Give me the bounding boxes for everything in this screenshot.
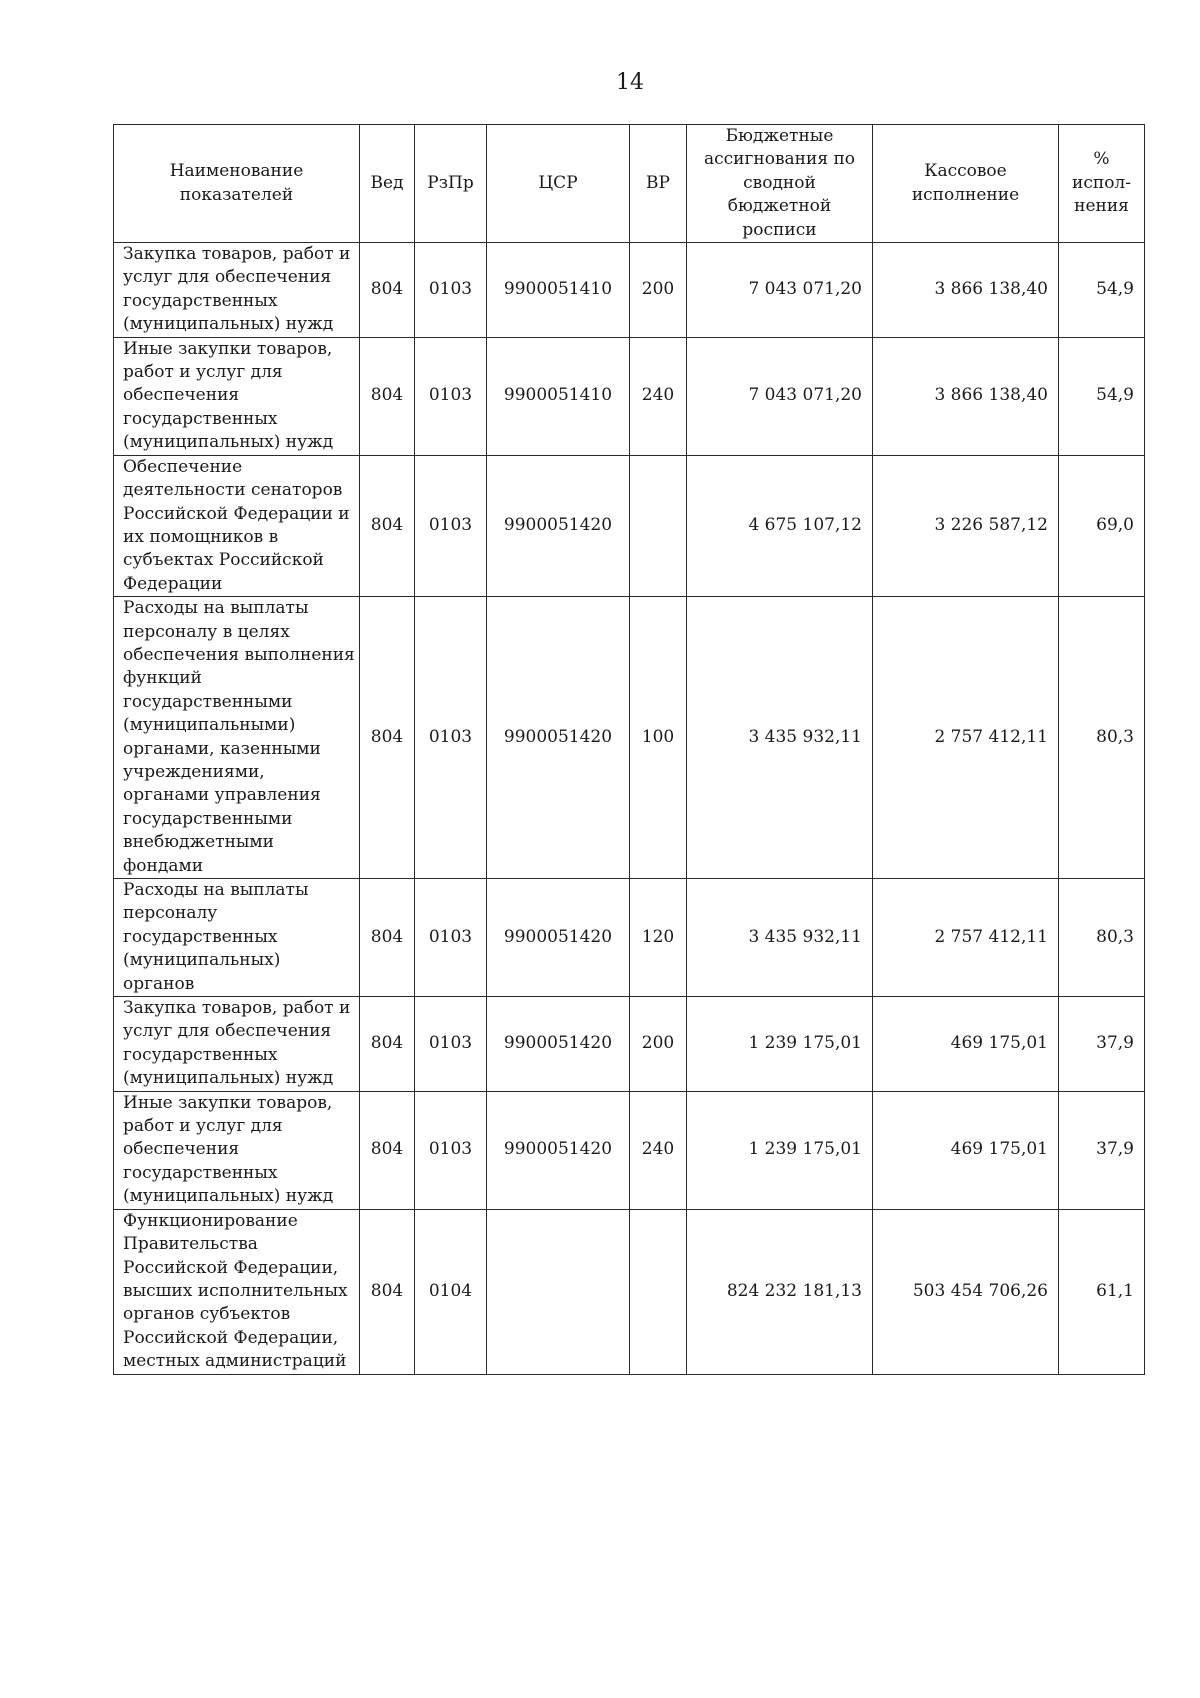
row-ved: 804 [360, 337, 415, 455]
row-csr: 9900051420 [487, 455, 630, 596]
row-name: Расходы на выплаты персоналу в целях обеспечения выполнения функций государственными (муниципальными) органами, казенными учреждениями, органами управления государственными внебюджетными фондами [114, 597, 360, 879]
row-executed: 3 866 138,40 [873, 337, 1059, 455]
row-name: Иные закупки товаров, работ и услуг для обеспечения государственных (муниципальных) нужд [114, 1091, 360, 1209]
row-rzpr: 0103 [415, 1091, 487, 1209]
row-rzpr: 0103 [415, 997, 487, 1092]
table-row [114, 337, 1145, 455]
row-percent: 80,3 [1059, 597, 1145, 879]
row-vr: 240 [630, 337, 687, 455]
row-rzpr: 0103 [415, 455, 487, 596]
row-percent: 54,9 [1059, 337, 1145, 455]
row-csr: 9900051420 [487, 879, 630, 997]
row-percent: 54,9 [1059, 243, 1145, 338]
row-name: Функционирование Правительства Российской Федерации, высших исполнительных органов субъектов Российской Федерации, местных администраций [114, 1209, 360, 1374]
row-executed: 2 757 412,11 [873, 879, 1059, 997]
row-percent: 69,0 [1059, 455, 1145, 596]
row-csr: 9900051420 [487, 1091, 630, 1209]
table-row [114, 243, 1145, 338]
row-executed: 3 866 138,40 [873, 243, 1059, 338]
row-percent: 61,1 [1059, 1209, 1145, 1374]
row-ved: 804 [360, 997, 415, 1092]
budget-table [113, 124, 1145, 1375]
row-ved: 804 [360, 597, 415, 879]
row-executed: 2 757 412,11 [873, 597, 1059, 879]
row-rzpr: 0103 [415, 597, 487, 879]
row-vr: 200 [630, 997, 687, 1092]
row-rzpr: 0103 [415, 337, 487, 455]
row-ved: 804 [360, 243, 415, 338]
row-percent: 37,9 [1059, 997, 1145, 1092]
row-csr: 9900051410 [487, 243, 630, 338]
row-ved: 804 [360, 1209, 415, 1374]
row-executed: 469 175,01 [873, 997, 1059, 1092]
row-assigned: 7 043 071,20 [687, 243, 873, 338]
row-assigned: 4 675 107,12 [687, 455, 873, 596]
row-name: Обеспечение деятельности сенаторов Российской Федерации и их помощников в субъектах Российской Федерации [114, 455, 360, 596]
row-vr [630, 455, 687, 596]
page-number: 14 [616, 70, 644, 95]
row-executed: 3 226 587,12 [873, 455, 1059, 596]
row-vr [630, 1209, 687, 1374]
row-executed: 503 454 706,26 [873, 1209, 1059, 1374]
header-name: Наименование показателей [114, 125, 360, 243]
row-executed: 469 175,01 [873, 1091, 1059, 1209]
header-percent: % испол-нения [1059, 125, 1145, 243]
row-csr: 9900051420 [487, 597, 630, 879]
header-row [114, 125, 1145, 243]
table-row [114, 997, 1145, 1092]
row-name: Иные закупки товаров, работ и услуг для обеспечения государственных (муниципальных) нужд [114, 337, 360, 455]
row-ved: 804 [360, 879, 415, 997]
row-assigned: 7 043 071,20 [687, 337, 873, 455]
row-name: Расходы на выплаты персоналу государственных (муниципальных) органов [114, 879, 360, 997]
row-csr: 9900051420 [487, 997, 630, 1092]
row-assigned: 824 232 181,13 [687, 1209, 873, 1374]
table-row [114, 879, 1145, 997]
header-vr: ВР [630, 125, 687, 243]
row-percent: 37,9 [1059, 1091, 1145, 1209]
table-row [114, 1091, 1145, 1209]
row-vr: 120 [630, 879, 687, 997]
table-row [114, 1209, 1145, 1374]
header-ved: Вед [360, 125, 415, 243]
row-csr: 9900051410 [487, 337, 630, 455]
row-name: Закупка товаров, работ и услуг для обеспечения государственных (муниципальных) нужд [114, 243, 360, 338]
row-assigned: 3 435 932,11 [687, 879, 873, 997]
row-percent: 80,3 [1059, 879, 1145, 997]
row-ved: 804 [360, 455, 415, 596]
row-vr: 200 [630, 243, 687, 338]
header-rzpr: РзПр [415, 125, 487, 243]
row-name: Закупка товаров, работ и услуг для обеспечения государственных (муниципальных) нужд [114, 997, 360, 1092]
row-rzpr: 0103 [415, 879, 487, 997]
row-ved: 804 [360, 1091, 415, 1209]
table-row [114, 597, 1145, 879]
row-rzpr: 0103 [415, 243, 487, 338]
row-assigned: 1 239 175,01 [687, 997, 873, 1092]
table-row [114, 455, 1145, 596]
header-executed: Кассовое исполнение [873, 125, 1059, 243]
header-assigned: Бюджетные ассигнования по сводной бюджетной росписи [687, 125, 873, 243]
row-vr: 240 [630, 1091, 687, 1209]
row-csr [487, 1209, 630, 1374]
header-csr: ЦСР [487, 125, 630, 243]
row-vr: 100 [630, 597, 687, 879]
row-assigned: 3 435 932,11 [687, 597, 873, 879]
row-rzpr: 0104 [415, 1209, 487, 1374]
row-assigned: 1 239 175,01 [687, 1091, 873, 1209]
